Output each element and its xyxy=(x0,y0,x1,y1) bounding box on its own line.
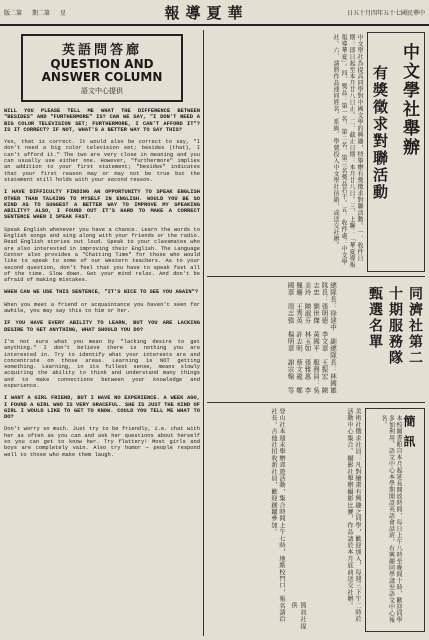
weekday: 星 xyxy=(60,10,67,17)
contest-rules: 中文學社為提高同學對中國文學的興趣，特舉辦有獎徵求對聯活動。一、收件日期：即日起至本月廿八日止。二、截止日期：本月廿八日。三、上聯：「華夏導報報導華夏」。四、獎品：第一名、第二名、第三名獎品若干。五、收件處：中文學社。六、請將作品連同姓名、系級、學號投入中文學社信箱，或送交社辦。 xyxy=(332,34,363,268)
chinese-section xyxy=(207,30,425,636)
news-box xyxy=(365,408,425,632)
issue-number: 期二第 xyxy=(32,10,51,17)
elected-list: 總隊長：徐建中 副總隊長：林國雄 隊長：張明德 李文華 王振宏 陳志忠 劉世傑 黃國平 服務員：吳美玲 陳淑芬 林玉如 張雅惠 李佩珊 王秀英 許志明 蔡文龍 鄭國華 周志強 楊明華 謝宗翰 等 xyxy=(286,282,337,401)
elected-title: 同濟社第二十期服務隊甄選名單 xyxy=(367,286,423,366)
news-body: 本校圖書館自本月起延長開放時間，每日上午八時至晚間十時，歡迎同學多加利用。語文中心本學期開設英語會話班，有興趣同學請至語文中心報名。 xyxy=(380,415,402,623)
publish-date: 日五十月四年五十七國民華中 xyxy=(346,10,425,17)
qa-question: I WANT A GIRL FRIEND, BUT I HAVE NO EXPERIENCE. A WEEK AGO, I FOUND A GIRL WHO IS VERY GRACEFUL. SHE IS JUST THE KIND OF GIRL I WOULD LIKE TO GET TO KNOW. COULD YOU TELL ME WHAT TO DO? xyxy=(4,395,200,421)
column-divider xyxy=(203,30,204,636)
contest-title-line1: 中文學社舉辦 xyxy=(399,43,419,157)
qa-answer: Yes, that is correct. It would also be correct to say, "I don't need a big color television set; besides (that), I can't afford it." The two are very close in meaning and you can usually use either one. However, "furthermore" implies an addition to your first statement; "besides" indicates that your first reason may or may not be true but the statement still holds with your second reason. xyxy=(4,139,200,183)
elected-title-box xyxy=(341,286,425,366)
page-number: 版二第 xyxy=(4,10,23,17)
notice-provider: 簡訊社提供 xyxy=(290,602,305,630)
english-qa-column xyxy=(4,32,200,634)
qa-answer: Speak English whenever you have a chance. Learn the words to English songs and sing along with your friends or the radio. Read English stories out loud. Speak to your classmates who are also interested in improving their English. The Language Center also provides a "Chatting Time" for those who would like to speak to some of our Western teachers. As to your second question, don't feel that you have to speak fast all of the time. Slow down. Get your mind relax. And don't be afraid of making mistakes. xyxy=(4,226,200,284)
notice-column-2: 登山社本週末舉辦郊遊活動，集合時間上午七時，地點校門口，報名請洽社長。吉他社招收新社員，歡迎踴躍參加。 xyxy=(270,408,285,623)
news-title: 簡訊 xyxy=(402,415,416,455)
newspaper-title: 報導夏華 xyxy=(164,3,249,22)
qa-answer: When you meet a friend or acquaintance you haven't seen for awhile, you may say this to him or her. xyxy=(4,301,200,315)
qa-title-en: QUESTION AND ANSWER COLUMN xyxy=(41,57,163,84)
qa-question: WILL YOU PLEASE TELL ME WHAT THE DIFFERENCE BETWEEN "BESIDES" AND "FURTHERMORE" IS? CAN WE SAY, "I DON'T NEED A BIG COLOR TELEVISION SET; FURTHERMORE, I CAN'T AFFORD IT"? IS IT CORRECT? IF NOT, WHAT'S A BETTER WAY TO SAY THIS? xyxy=(4,108,200,133)
section-divider xyxy=(207,402,425,403)
qa-answer: Don't worry so much. Just try to be friendly, i.e. chat with her as often as you can and ask her questions about herself so you can get to know her. Try flattery! Most girls and boys are completely vain. Also try humor — people respond well to those who make them laugh. xyxy=(4,426,200,458)
qa-question: IF YOU HAVE EVERY ABILITY TO LEARN, BUT YOU ARE LACKING DESIRE TO GET ANYTHING, WHAT SHOULD YOU DO? xyxy=(4,320,200,333)
qa-title-zh: 英語問答廊 xyxy=(61,43,142,58)
notice-column-1: 美術社徵求社員：凡對繪畫有興趣之同學，歡迎加入，每週三下午二時於活動中心集合。攝影社舉辦攝影比賽，作品請於本月底前送交社辦。 xyxy=(346,408,361,623)
qa-question: WHEN CAN WE USE THIS SENTENCE, "IT'S NICE TO SEE YOU AGAIN"? xyxy=(4,289,199,296)
section-divider xyxy=(207,276,425,277)
qa-answer: I'm not sure what you mean by "lacking desire to get anything." I don't believe there is nothing you are interested in. Try to identify what your interests are and concentrate on those areas. Learning is NOT getting something. Learning, in its fullest sense, means slowly acquiring the ability to think and understand many things and to make connections between your knowledge and experience. xyxy=(4,338,200,389)
masthead xyxy=(0,0,429,26)
contest-title-line2: 有獎徵求對聯活動 xyxy=(371,65,389,201)
contest-title-box xyxy=(367,32,425,272)
qa-provider: 語文中心提供 xyxy=(81,87,123,95)
qa-question: I HAVE DIFFICULTY FINDING AN OPPORTUNITY TO SPEAK ENGLISH OTHER THAN TALKING TO MYSELF IN ENGLISH. WOULD YOU BE SO KIND AS TO SUGGEST A BETTER WAY TO IMPROVE MY SPEAKING ABILITY? ALSO, I FOUND OUT IT'S HARD TO MAKE A CORRECT SENTENCE WHEN I SPEAK FAST. xyxy=(4,189,200,221)
qa-title-box xyxy=(21,34,183,102)
